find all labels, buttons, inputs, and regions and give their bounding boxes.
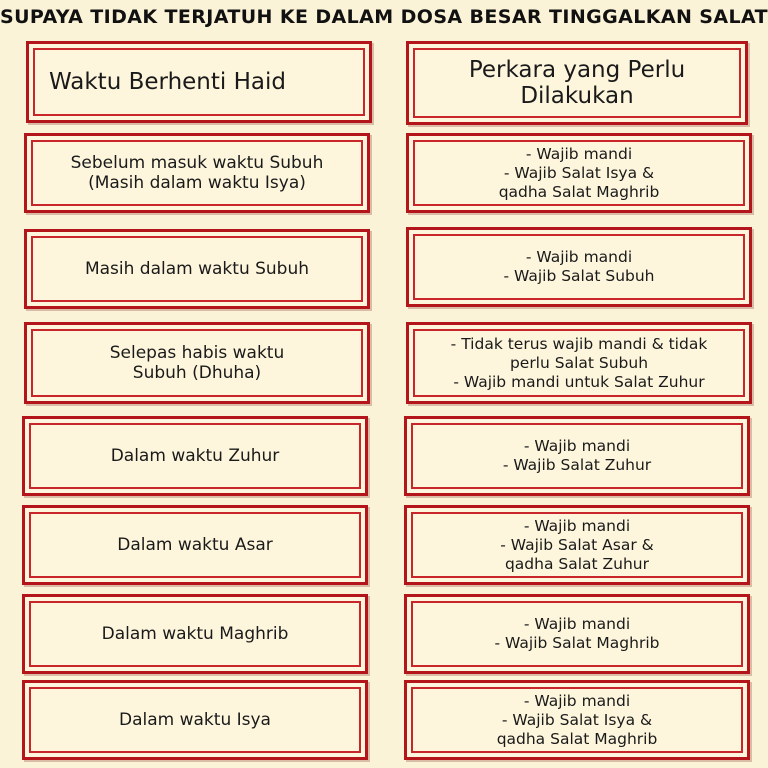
row-3-waktu-text: Selepas habis waktu Subuh (Dhuha)	[109, 343, 285, 383]
row-1-waktu-text: Sebelum masuk waktu Subuh (Masih dalam waktu Isya)	[70, 153, 324, 193]
row-4-waktu	[22, 416, 368, 496]
row-7-perkara	[404, 680, 750, 760]
row-3-perkara-text: - Tidak terus wajib mandi & tidak perlu Salat Subuh - Wajib mandi untuk Salat Zuhur	[450, 334, 708, 391]
row-1-waktu	[24, 133, 370, 213]
header-perkara-yang-perlu-dilakukan	[406, 41, 748, 125]
header-right-label: Perkara yang Perlu Dilakukan	[468, 57, 686, 109]
row-4-perkara-text: - Wajib mandi - Wajib Salat Zuhur	[502, 437, 652, 474]
row-5-perkara	[404, 505, 750, 585]
row-1-perkara	[406, 133, 752, 213]
header-waktu-berhenti-haid	[26, 41, 372, 123]
row-4-waktu-text: Dalam waktu Zuhur	[110, 446, 280, 466]
row-6-waktu	[22, 594, 368, 674]
row-3-perkara	[406, 322, 752, 404]
row-1-perkara-text: - Wajib mandi - Wajib Salat Isya & qadha Salat Maghrib	[498, 144, 660, 201]
row-7-waktu-text: Dalam waktu Isya	[119, 710, 271, 730]
row-5-perkara-text: - Wajib mandi - Wajib Salat Asar & qadha Salat Zuhur	[500, 516, 654, 573]
row-2-perkara	[406, 227, 752, 307]
row-2-waktu	[24, 229, 370, 309]
row-5-waktu	[22, 505, 368, 585]
header-left-label: Waktu Berhenti Haid	[49, 69, 286, 95]
row-3-waktu	[24, 322, 370, 404]
row-6-perkara-text: - Wajib mandi - Wajib Salat Maghrib	[494, 615, 660, 652]
row-5-waktu-text: Dalam waktu Asar	[117, 535, 273, 555]
row-2-waktu-text: Masih dalam waktu Subuh	[84, 259, 310, 279]
page-title: SUPAYA TIDAK TERJATUH KE DALAM DOSA BESAR TINGGALKAN SALAT	[0, 6, 768, 28]
row-6-waktu-text: Dalam waktu Maghrib	[101, 624, 289, 644]
row-7-perkara-text: - Wajib mandi - Wajib Salat Isya & qadha Salat Maghrib	[496, 691, 658, 748]
row-7-waktu	[22, 680, 368, 760]
row-4-perkara	[404, 416, 750, 496]
row-2-perkara-text: - Wajib mandi - Wajib Salat Subuh	[503, 248, 655, 285]
row-6-perkara	[404, 594, 750, 674]
